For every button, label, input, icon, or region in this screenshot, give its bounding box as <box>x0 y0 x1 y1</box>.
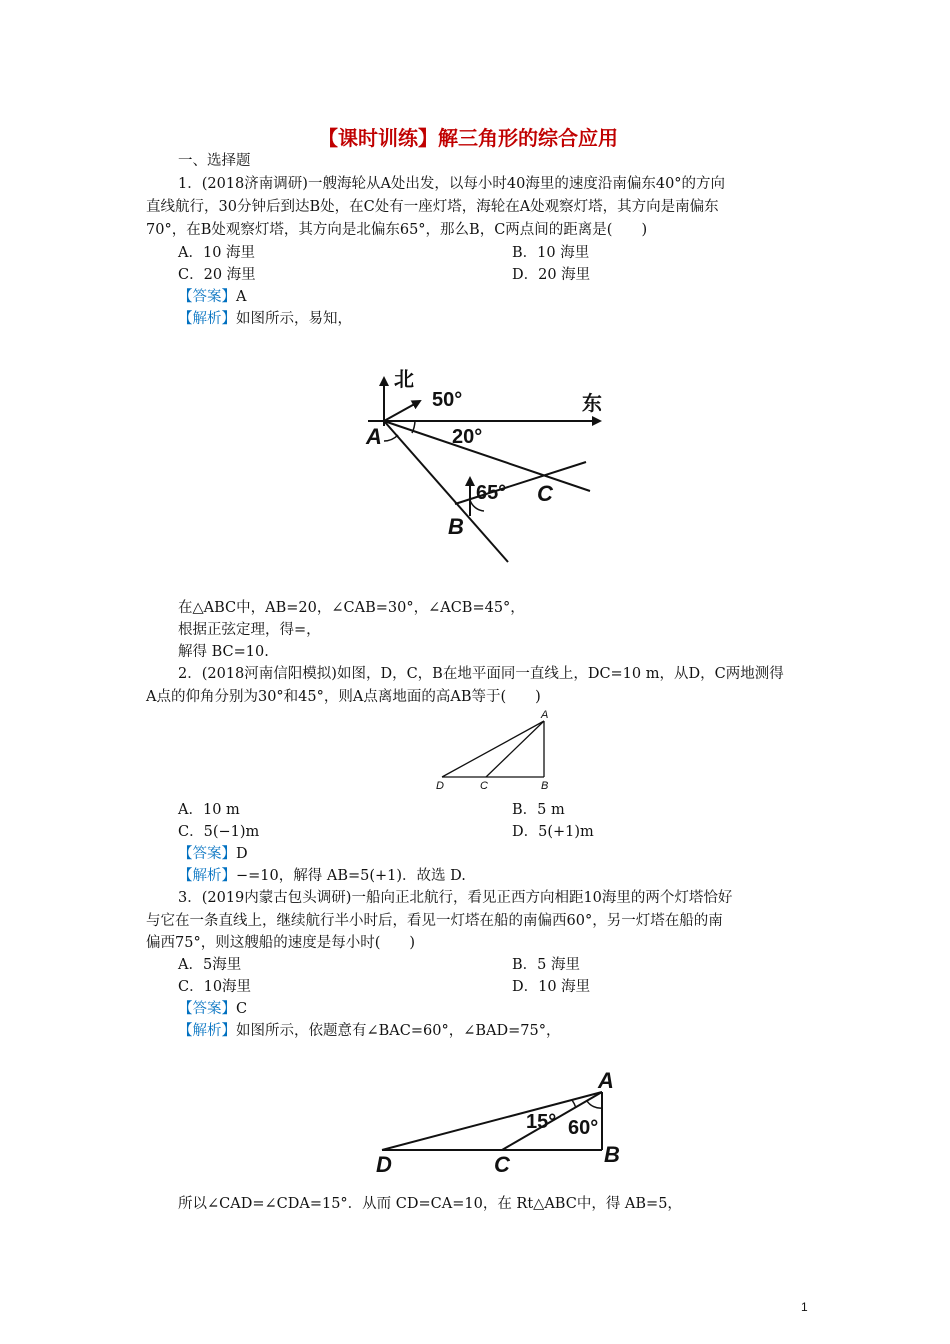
fig2-label-d: D <box>436 780 444 792</box>
q2-answer <box>178 843 248 865</box>
analysis-tag: 【解析】 <box>178 311 236 327</box>
answer-value: A <box>236 289 247 305</box>
label-angle-50: 50° <box>432 389 463 411</box>
figure-1-navigation-diagram <box>360 366 620 576</box>
fig3-angle-60: 60° <box>568 1117 599 1139</box>
q1-analysis <box>178 308 352 330</box>
q1-answer <box>178 286 246 308</box>
q2-line1: 2．(2018河南信阳模拟)如图，D，C，B在地平面同一直线上，DC=10 m，从D，C两地测得 <box>178 666 784 682</box>
q3-option-a: A．5海里 <box>178 957 242 973</box>
q1-solution-line1: 在△ABC中，AB=20，∠CAB=30°，∠ACB=45°， <box>178 600 525 616</box>
label-angle-65: 65° <box>476 482 507 504</box>
q1-option-b: B．10 海里 <box>512 245 590 261</box>
fig2-label-b: B <box>541 780 549 792</box>
q3-option-d: D．10 海里 <box>512 979 591 995</box>
figure-3-lighthouse-diagram <box>370 1068 630 1176</box>
fig3-label-a: A <box>598 1068 614 1093</box>
fig3-label-b: B <box>604 1142 620 1167</box>
analysis-text: 如图所示，依题意有∠BAC=60°，∠BAD=75°， <box>236 1023 561 1039</box>
label-north: 北 <box>394 369 414 391</box>
fig3-label-d: D <box>376 1152 392 1176</box>
q2-analysis <box>178 865 466 887</box>
answer-tag: 【答案】 <box>178 846 236 862</box>
label-point-c: C <box>537 481 553 506</box>
answer-tag: 【答案】 <box>178 289 236 305</box>
figure-2-elevation-diagram <box>430 707 560 795</box>
q2-line2: A点的仰角分别为30°和45°，则A点离地面的高AB等于( ) <box>146 689 541 705</box>
analysis-text: 如图所示，易知， <box>236 311 352 327</box>
q2-option-d: D．5(+1)m <box>512 824 594 840</box>
answer-value: C <box>236 1001 248 1017</box>
answer-tag: 【答案】 <box>178 1001 236 1017</box>
q3-line3: 偏西75°，则这艘船的速度是每小时( ) <box>146 935 416 951</box>
q2-option-a: A．10 m <box>178 802 240 818</box>
fig3-angle-15: 15° <box>526 1111 557 1133</box>
fig2-label-a: A <box>541 709 549 721</box>
label-point-a: A <box>366 424 382 449</box>
q3-answer <box>178 998 247 1020</box>
q2-option-c: C．5(−1)m <box>178 824 260 840</box>
q1-option-d: D．20 海里 <box>512 267 591 283</box>
page-title: 【课时训练】解三角形的综合应用 <box>318 126 618 150</box>
q1-line3: 70°，在B处观察灯塔，其方向是北偏东65°，那么B，C两点间的距离是( ) <box>146 222 648 238</box>
q3-line1: 3．(2019内蒙古包头调研)一船向正北航行，看见正西方向相距10海里的两个灯塔恰好 <box>178 890 733 906</box>
q1-line1: 1．(2018济南调研)一艘海轮从A处出发，以每小时40海里的速度沿南偏东40°的方向 <box>178 176 726 192</box>
q3-line2: 与它在一条直线上，继续航行半小时后，看见一灯塔在船的南偏西60°，另一灯塔在船的南 <box>146 913 723 929</box>
fig3-label-c: C <box>494 1152 510 1176</box>
q3-option-b: B．5 海里 <box>512 957 580 973</box>
q1-line2: 直线航行，30分钟后到达B处，在C处有一座灯塔，海轮在A处观察灯塔，其方向是南偏东 <box>146 199 719 215</box>
q1-solution-line2: 根据正弦定理，得=， <box>178 622 321 638</box>
label-angle-20: 20° <box>452 426 483 448</box>
q1-option-c: C．20 海里 <box>178 267 256 283</box>
q3-analysis <box>178 1020 560 1042</box>
section-heading: 一、选择题 <box>178 153 251 169</box>
q1-solution-line3: 解得 BC=10. <box>178 644 269 660</box>
label-east: 东 <box>582 393 602 415</box>
q3-solution-line1: 所以∠CAD=∠CDA=15°．从而 CD=CA=10，在 Rt△ABC中，得 AB=5， <box>178 1196 682 1212</box>
analysis-text: −=10，解得 AB=5(+1)．故选 D. <box>236 868 466 884</box>
q3-option-c: C．10海里 <box>178 979 252 995</box>
q1-option-a: A．10 海里 <box>178 245 256 261</box>
analysis-tag: 【解析】 <box>178 868 236 884</box>
fig2-label-c: C <box>480 780 488 792</box>
page-number: 1 <box>801 1300 808 1314</box>
q2-option-b: B．5 m <box>512 802 565 818</box>
label-point-b: B <box>448 514 464 539</box>
answer-value: D <box>236 846 248 862</box>
analysis-tag: 【解析】 <box>178 1023 236 1039</box>
